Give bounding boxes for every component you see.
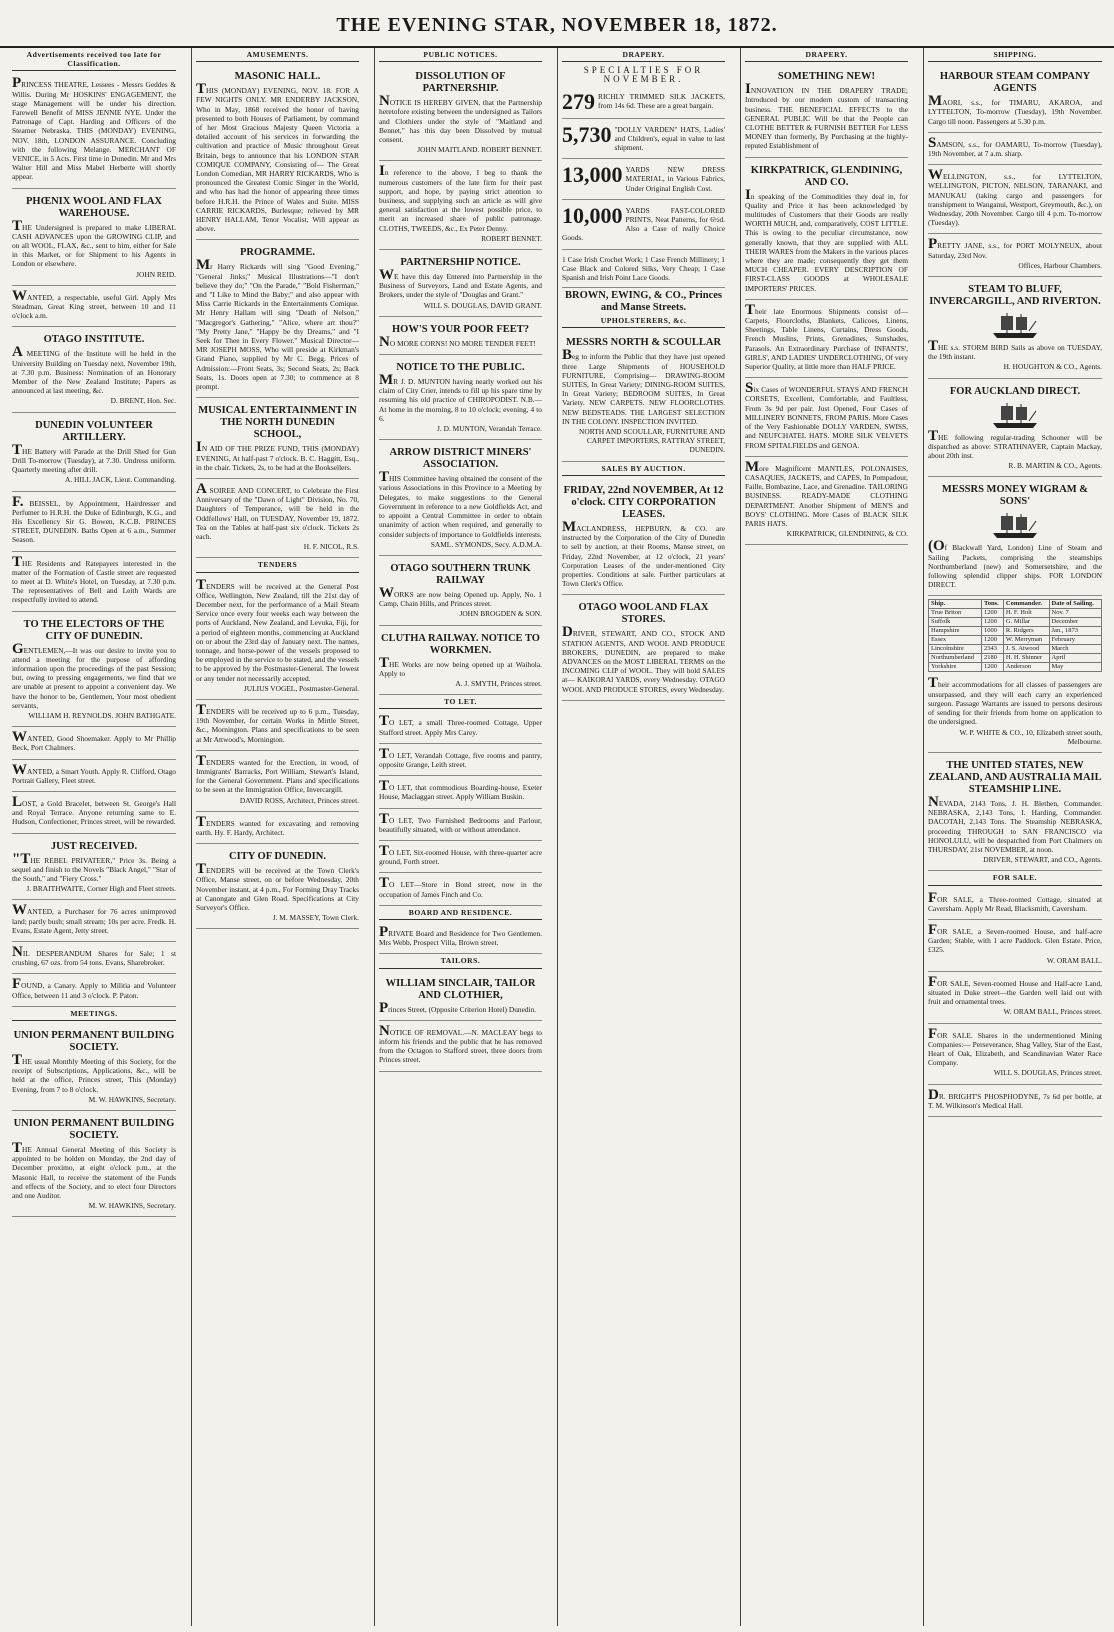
drapery-lot: [562, 121, 725, 160]
auction-ad: [562, 480, 725, 595]
amusements-ad-title: MASONIC HALL.: [234, 71, 321, 83]
tolet-ad-text: TO LET, a small Three-roomed Cottage, Upper Stafford street. Apply Mrs Carey.: [379, 713, 542, 737]
sailing-cell: W. Merryman: [1003, 636, 1049, 645]
notices-ad-signature: SAML. SYMONDS, Secy. A.D.M.A.: [430, 539, 542, 549]
column-5: [740, 48, 912, 1626]
shipping-ad: [928, 479, 1102, 596]
tailors-ad-text: Princes Street, (Opposite Criterion Hotel) Dunedin.: [379, 999, 537, 1016]
col1-ad-signature: J. BRAITHWAITE, Corner High and Fleet streets.: [26, 884, 176, 894]
col1-ad-text: THE Residents and Ratepayers interested in the matter of the Formation of Castle street are requested to meet at D. White's Hotel, on Tuesday, at 7.30 p.m. The representatives of Bell and Leith Wards are respectfully invited to attend.: [12, 553, 176, 605]
sailing-row: [929, 636, 1102, 645]
sailing-cell: G. Millar: [1003, 618, 1049, 627]
amusements-ad-text: A SOIREE AND CONCERT, to Celebrate the First Anniversary of the "Dawn of Light" Division, No. 70, Daughters of Temperance, will be held in the Oddfellows' Hall, on TUESDAY, November 19, 1872. Tea on the Tables at half-past six o'clock. Tickets 2s each.: [196, 480, 359, 541]
col1-ad-text: NIL DESPERANDUM Shares for Sale; 1 st crushing, 67 ozs. from 54 tons. Evans, Sharebroker.: [12, 944, 176, 968]
shipping-ad: [928, 279, 1102, 379]
kirkpatrick-ad-text: Their late Enormous Shipments consist of— Carpets, Floorcloths, Blankets, Calicoes, Linens, Sheetings, Table Linens, Curtains, Dress Goods, French Muslins, Prints, Grenadines, Sunshades, Parasols. An Extraordinary Purchase of INFANTS', GIRLS', AND LADIES' UNDERCLOTHING, Of very Superior Quality, at little more than HALF PRICE.: [745, 301, 908, 372]
notices-ad-text: NO MORE CORNS! NO MORE TENDER FEET!: [379, 333, 536, 350]
kirkpatrick-ad-text: Six Cases of WONDERFUL STAYS AND FRENCH CORSETS, Excellent, Comfortable, and Faultless, From 3s 9d per pair. Just Opened, Four Cases of MILLINERY BONNETS, FROM PARIS. More Cases of the Very Fashionable DOLLY VARDEN, SWISS, and NEUFCHATEL HATS. MORE SILK VELVETS FROM SPITALFIELDS and GENOA.: [745, 380, 908, 450]
sailing-header-row: [929, 600, 1102, 609]
shipping-ad-text: THE following regular-trading Schooner will be dispatched as above: STRATHNAVER, Captain Mackay, about 20th inst.: [928, 427, 1102, 461]
tenders-ad-signature: J. M. MASSEY, Town Clerk.: [272, 913, 359, 923]
notices-ad: [379, 252, 542, 317]
shipping-ad: [928, 236, 1102, 277]
amusements-header: AMUSEMENTS.: [196, 50, 359, 62]
notices-ad-signature: A. J. SMYTH, Princes street.: [455, 678, 542, 688]
kirkpatrick-ad: [745, 302, 908, 378]
shipping-ad-signature: H. HOUGHTON & CO., Agents.: [1003, 362, 1102, 372]
col1-ad-text: PRINCESS THEATRE, Lessees - Messrs Geddes & Willis. During Mr HOSKINS' ENGAGEMENT, the stage Management will be under his direction. Farewell Benefit of MISS JENNIE NYE. Under the Patronage of Capt. Harding and Officers of the Steamer Nebraska. THIS (MONDAY) EVENING, NOV. 18th, LONDON ASSURANCE. Concluding with the following Melange. MERCHANT OF VENICE, in 5 Acts. First time in Dunedin. Mr and Mrs Walter Hill and Miss Mabel Herberte will shortly appear.: [12, 75, 176, 182]
shipping2-ad: [928, 675, 1102, 752]
col1-ad: [12, 762, 176, 792]
notices-ad-signature: J. D. MUNTON, Verandah Terrace.: [437, 424, 542, 434]
tolet-ad: [379, 713, 542, 743]
tailors-ad-title: WILLIAM SINCLAIR, TAILOR AND CLOTHIER,: [385, 977, 536, 1001]
sailing-col-header: Commander.: [1003, 600, 1049, 609]
meetings-ad-signature: M. W. HAWKINS, Secretary.: [88, 1201, 176, 1211]
notices-ad: [379, 66, 542, 161]
notices-ad-signature: JOHN BROGDEN & SON.: [459, 609, 542, 619]
shipping-header: SHIPPING.: [928, 50, 1102, 62]
public-notices-header: PUBLIC NOTICES.: [379, 50, 542, 62]
sale-ad: [928, 1087, 1102, 1117]
shipping2-ad-text: NEVADA, 2143 Tons, J. H. Blethen, Commander. NEBRASKA, 2,143 Tons, I. Harding, Commander. DACOTAH, 2,143 Tons. The Steamship NEBRASKA, proceeding THROUGH to SAN FRANCISCO via HONOLULU, will be despatched from Port Chalmers on THURSDAY, 21st NOVEMBER, at noon.: [928, 793, 1102, 854]
col1-ad-text: "THE REBEL PRIVATEER," Price 3s. Being a sequel and finish to the Novels "Black Angel," "Star of the South," and "Fiery Cross.": [12, 850, 176, 883]
drapery-lot: [562, 88, 725, 119]
sale-ad-text: FOR SALE, a Seven-roomed House, and half-acre Garden; Stable, with 1 acre Paddock. Glen Estate. Price, £325.: [928, 921, 1102, 955]
col1-ad-text: WANTED, Good Shoemaker. Apply to Mr Phillip Beck, Port Chalmers.: [12, 729, 176, 753]
col1-ad-text: A MEETING of the Institute will be held in the University Building on Tuesday next, November 19th, at 7.30 p.m. Business: Nomination of an Honorary Member of the New Zealand Institute; Papers as announced at last meeting, &c.: [12, 344, 176, 396]
column-1: [8, 48, 180, 1626]
sailing-cell: Yorkshire: [929, 663, 982, 672]
col1-ad-text: WANTED, a Purchaser for 76 acres unimproved land; partly bush; small stream; 10s per acre. Fredk. H. Evans, Estate Agent, Jetty street.: [12, 902, 176, 935]
tenders-ad: [196, 702, 359, 751]
sailing-cell: True Briton: [929, 609, 982, 618]
masthead: [0, 0, 1114, 48]
sailing-cell: R. Ridgers: [1003, 627, 1049, 636]
tolet-ad: [379, 843, 542, 873]
sailing-cell: Hampshire: [929, 627, 982, 636]
sale-ad: [928, 890, 1102, 920]
amusements-ad: [196, 481, 359, 558]
tailors-ad: [379, 1023, 542, 1072]
col1-ad-title: JUST RECEIVED.: [50, 840, 138, 852]
sailing-col-header: Tons.: [982, 600, 1004, 609]
sailing-cell: March: [1049, 645, 1102, 654]
col1-ad: [12, 902, 176, 942]
notices-ad-title: OTAGO SOUTHERN TRUNK RAILWAY: [390, 562, 531, 586]
notices-ad: [379, 558, 542, 626]
lot-number: 5,730: [562, 121, 612, 147]
shipping-ad-title: MESSRS MONEY WIGRAM & SONS': [941, 484, 1089, 508]
auction-ad-title: FRIDAY, 22nd NOVEMBER, At 12 o'clock. CITY CORPORATION LEASES.: [563, 484, 724, 520]
tenders-ad-title: CITY OF DUNEDIN.: [229, 851, 326, 863]
notices-ad-title: CLUTHA RAILWAY. NOTICE TO WORKMEN.: [381, 632, 540, 656]
col1-ad: [12, 288, 176, 328]
board-ad: [379, 924, 542, 954]
sailing-cell: 1200: [982, 636, 1004, 645]
sailing-cell: H. F. Holt: [1003, 609, 1049, 618]
tenders-ad-text: TENDERS wanted for the Erection, in wood, of Immigrants' Barracks, Port William, Stewart's Island, for the General Government. Plans and specifications to be seen at the Immigration Office, Invercargill.: [196, 752, 359, 795]
shipping-ad: [928, 381, 1102, 478]
notices-ad-text: MR J. D. MUNTON having nearly worked out his claim of City Crier, intends to fill up his spare time by resuming his old practice of CHIROPODIST. N.B.—At home in the morning, 8 to 10 o'clock; evening, 4 to 6.: [379, 372, 542, 423]
tolet-ad: [379, 875, 542, 905]
to-let-header: TO LET.: [379, 697, 542, 709]
meetings-ad-text: THE usual Monthly Meeting of this Society, for the receipt of Subscriptions, Applications, &c., will be held at the office, Princes street, This (Monday) Evening, from 7 to 8 o'clock.: [12, 1052, 176, 1094]
sailing-cell: 2180: [982, 654, 1004, 663]
shipping-ad-title: STEAM TO BLUFF, INVERCARGILL, AND RIVERTON.: [929, 284, 1101, 308]
kirkpatrick-ad-signature: KIRKPATRICK, GLENDINING, & CO.: [786, 529, 908, 539]
sailing-cell: Lincolnshire: [929, 645, 982, 654]
col1-ad-title: PHŒNIX WOOL AND FLAX WAREHOUSE.: [25, 195, 163, 219]
sailing-cell: H. H. Shinner: [1003, 654, 1049, 663]
tolet-ad: [379, 811, 542, 841]
sailing-cell: 1200: [982, 663, 1004, 672]
col1-ad-text: THE Undersigned is prepared to make LIBERAL CASH ADVANCES upon the GROWING CLIP, and on all WOOL, FLAX, &c., sent to him, either for Sale in this Market, or for Shipment to his Agents in London or elsewhere.: [12, 217, 176, 269]
notices-ad: [379, 442, 542, 556]
upholsterers-header: UPHOLSTERERS, &c.: [562, 316, 725, 328]
sailing-cell: February: [1049, 636, 1102, 645]
kirkpatrick-ad: [745, 380, 908, 456]
sailing-cell: Northumberland: [929, 654, 982, 663]
for-sale-header: FOR SALE.: [928, 873, 1102, 885]
col1-ad: [12, 944, 176, 974]
late-ads-header: Advertisements received too late for Classification.: [12, 50, 176, 71]
ship-icon: [989, 511, 1041, 539]
tolet-ad-text: TO LET—Store in Bond street, now in the occupation of James Finch and Co.: [379, 875, 542, 899]
col1-ad: [12, 494, 176, 552]
tolet-ad: [379, 778, 542, 808]
notices-ad-title: DISSOLUTION OF PARTNERSHIP.: [415, 71, 506, 95]
sailing-row: [929, 618, 1102, 627]
brown-ewing: BROWN, EWING, & CO., Princes and Manse Streets.: [565, 290, 722, 314]
col1-ad: [12, 329, 176, 412]
sailing-cell: May: [1049, 663, 1102, 672]
tenders-ad-text: TENDERS will be received at the Town Clerk's Office, Manse street, on or before Wednesday, 20th November instant, at 4 p.m., For Forming Dray Tracks at Canongate and Glen Road. Specifications at City Surveyor's Office.: [196, 861, 359, 913]
sale-ad-text: FOR SALE, a Three-roomed Cottage, situated at Caversham. Apply Mr Read, Blacksmith, Caversham.: [928, 889, 1102, 913]
tailors-ad-text: NOTICE OF REMOVAL.—N. MACLEAY begs to inform his friends and the public that he has removed from the Octagon to Stafford street, three doors from Princes street.: [379, 1022, 542, 1065]
col1-ad-signature: D. BRENT, Hon. Sec.: [110, 396, 176, 406]
sailing-cell: Anderson: [1003, 663, 1049, 672]
shipping-ad-signature: Offices, Harbour Chambers.: [1018, 260, 1102, 270]
sale-ad-text: FOR SALE. Shares in the undermentioned Mining Companies:— Perseverance, Shag Valley, Star of the East, Heart of Oak, Elizabeth, and Scandinavian Water Race Company.: [928, 1025, 1102, 1068]
meetings-ad: [12, 1025, 176, 1111]
notices-ad-title: NOTICE TO THE PUBLIC.: [396, 362, 525, 374]
shipping-ad-text: SAMSON, s.s., for OAMARU, To-morrow (Tuesday), 19th November, at 7 a.m. sharp.: [928, 134, 1102, 159]
tolet-ad-text: TO LET, that commodious Boarding-house, Exeter House, Maclaggan street. Apply William Buskin.: [379, 778, 542, 802]
sale-ad: [928, 1026, 1102, 1085]
col1-ad-signature: WILLIAM H. REYNOLDS. JOHN BATHGATE.: [28, 710, 176, 720]
sailing-cell: Nov. 7: [1049, 609, 1102, 618]
sale-ad: [928, 922, 1102, 972]
ship-icon: [989, 401, 1041, 429]
shipping-ad-text: (Of Blackwall Yard, London) Line of Steam and Sailing Packets, comprising the steamships Northumberland (new) and Somersetshire, and the following splendid clipper ships. FOR LONDON DIRECT.: [928, 538, 1102, 590]
shipping-ad: [928, 66, 1102, 133]
lot-number: 13,000: [562, 162, 623, 188]
notices-ad-text: WORKS are now being Opened up. Apply, No. 1 Camp, Chain Hills, and Princes street.: [379, 584, 542, 609]
shipping-ad-title: HARBOUR STEAM COMPANY AGENTS: [939, 71, 1091, 95]
sailing-row: [929, 627, 1102, 636]
sailing-cell: 1200: [982, 609, 1004, 618]
sailing-col-header: Date of Sailing.: [1049, 600, 1102, 609]
notices-ad: [379, 163, 542, 250]
amusements-ad-title: MUSICAL ENTERTAINMENT IN THE NORTH DUNEDIN SCHOOL,: [198, 405, 357, 441]
notices-ad: [379, 319, 542, 355]
shipping-ad-signature: R. B. MARTIN & CO., Agents.: [1008, 461, 1102, 471]
sailing-cell: J. S. Atwood: [1003, 645, 1049, 654]
tenders-ad-text: TENDERS will be received at the General Post Office, Wellington, New Zealand, till the 21st day of December next, for the performance of a Mail Steam Service once every four weeks each way between the ports of Auckland, New Zealand, and Levuka, Fiji, for a period of eighteen months, commencing at Auckland on or about the 23rd day of January next. The names, tonnage, and horse-power of the vessels proposed to be employed in the service to be stated, and the vessels to be approved by the Postmaster-General. The lowest or any tender not necessarily accepted.: [196, 576, 359, 683]
kirkpatrick-ad: [745, 66, 908, 157]
meetings-header: MEETINGS.: [12, 1009, 176, 1021]
kirkpatrick-ad: [745, 459, 908, 546]
tenders-ad: [196, 753, 359, 812]
tolet-ad-text: TO LET, Six-roomed House, with three-quarter acre ground, Forth street.: [379, 842, 542, 867]
col1-ad-signature: JOHN REID.: [136, 269, 176, 279]
auction-ad-title: OTAGO WOOL AND FLAX STORES.: [578, 602, 709, 626]
sailing-cell: 1200: [982, 618, 1004, 627]
notices-ad-signature: JOHN MAITLAND. ROBERT BENNET.: [417, 145, 542, 155]
lot-number: 10,000: [562, 202, 623, 228]
tailors-ad: [379, 973, 542, 1021]
sale-ad-text: FOR SALE, Seven-roomed House and Half-acre Land, situated in Duke street—the Garden well laid out with fruit and ornamental trees.: [928, 973, 1102, 1007]
amusements-ad-signature: H. F. NICOL, R.S.: [303, 542, 359, 552]
shipping-ad-title: FOR AUCKLAND DIRECT.: [949, 385, 1081, 397]
col1-ad-title: OTAGO INSTITUTE.: [43, 334, 145, 346]
sale-ad: [928, 974, 1102, 1024]
notices-ad-title: ARROW DISTRICT MINERS' ASSOCIATION.: [389, 447, 532, 471]
tenders-ad-signature: JULIUS VOGEL, Postmaster-General.: [243, 683, 359, 693]
column-6: [923, 48, 1106, 1626]
shipping2-ad-title: THE UNITED STATES, NEW ZEALAND, AND AUSTRALIA MAIL STEAMSHIP LINE.: [928, 759, 1102, 795]
lot-text: "DOLLY VARDEN" HATS, Ladies' and Children's, equal in value to last shipment.: [614, 124, 725, 153]
col1-ad: [12, 415, 176, 492]
col1-ad: [12, 836, 176, 901]
shipping-ad-text: WELLINGTON, s.s., for LYTTELTON, WELLINGTON, PICTON, NELSON, TARANAKI, and MANUKAU (taking cargo and passengers for transhipment to Wanganui, Westport, Greymouth, &c.), on Wednesday, 20th November. Cargo till 4 p.m. To-morrow (Tuesday).: [928, 167, 1102, 228]
sailing-cell: April: [1049, 654, 1102, 663]
shipping2-ad: [928, 755, 1102, 871]
shipping2-ad-text: Their accommodations for all classes of passengers are unsurpassed, and they will each carry an experienced surgeon. Passage Warrants are issued to persons desirous of sending for their friends from home on application to the undersigned.: [928, 675, 1102, 727]
shipping-ad: [928, 167, 1102, 234]
sailing-row: [929, 609, 1102, 618]
tolet-ad: [379, 746, 542, 776]
sailing-col-header: Ship.: [929, 600, 982, 609]
sale-ad-signature: W. ORAM BALL, Princes street.: [1003, 1007, 1102, 1017]
sailing-row: [929, 654, 1102, 663]
tolet-ad-text: TO LET, Two Furnished Bedrooms and Parlour, beautifully situated, with or without attendance.: [379, 810, 542, 834]
col1-ad-text: WANTED, a respectable, useful Girl. Apply Mrs Steadman, Great King street, between 10 and 11 o'clock a.m.: [12, 287, 176, 321]
col1-ad: [12, 794, 176, 834]
cases-list: 1 Case Irish Crochet Work; 1 Case French Millinery; 1 Case Black and Colored Silks, Very Cheap; 1 Case Spanish and Irish Point Lace Goods.: [562, 252, 725, 289]
sailing-cell: 1000: [982, 627, 1004, 636]
shipping2-ad-signature: W. P. WHITE & CO., 10, Elizabeth street south, Melbourne.: [959, 727, 1102, 746]
notices-ad-text: In reference to the above, I beg to thank the numerous customers of the late firm for their past support, and hope, by paying strict attention to business, and supplying such an article as will give general satisfaction at the lowest possible price, to merit an increased share of public patronage. CLOTHS, TWEEDS, &c., Ex Peter Denny.: [379, 163, 542, 233]
notices-ad-text: NOTICE IS HEREBY GIVEN, that the Partnership heretofore existing between the undersigned as Tailors and Clothiers under the style of "Maitland and Bennet," has this day been Dissolved by mutual consent.: [379, 93, 542, 145]
sailing-cell: December: [1049, 618, 1102, 627]
shipping-ad-text: PRETTY JANE, s.s., for PORT MOLYNEUX, about Saturday, 23rd Nov.: [928, 236, 1102, 260]
meetings-ad: [12, 1113, 176, 1217]
sailing-cell: Suffolk: [929, 618, 982, 627]
kirkpatrick-ad-text: In speaking of the Commodities they deal in, for Quality and Price it has been acknowledged by multitudes of Customers that their Goods are really WORTH MUCH, and, comparatively, COST LITTLE. This is owing to the peculiar circumstance, now generally known, that they are supplied with ALL THEIR WARES from the Makers in the various places where they are made; consequently they get them MUCH CHEAPER. EVERY DESCRIPTION OF FIRST-CLASS GOODS at WHOLESALE IMPORTERS' PRICES.: [745, 186, 908, 293]
col1-ad: [12, 976, 176, 1006]
notices-ad-signature: WILL S. DOUGLAS, DAVID GRANT.: [423, 300, 542, 310]
kirkpatrick-ad-title: KIRKPATRICK, GLENDINING, AND CO.: [750, 164, 903, 188]
sale-ad-signature: WILL S. DOUGLAS, Princes street.: [993, 1068, 1102, 1078]
col1-ad-title: TO THE ELECTORS OF THE CITY OF DUNEDIN.: [23, 618, 165, 642]
board-header: BOARD AND RESIDENCE.: [379, 908, 542, 920]
notices-ad-signature: ROBERT BENNET.: [481, 233, 542, 243]
notices-ad: [379, 357, 542, 440]
auction-ad-text: MACLANDRESS, HEPBURN, & CO. are instructed by the Corporation of the City of Dunedin to sell by auction, at their Rooms, Manse street, on Friday, 22nd November, at 12 o'clock, 21 years' Corporation Leases of the under-mentioned City properties. Conditions at sale. Further particulars at Town Clerk's Office.: [562, 518, 725, 589]
tenders-ad-text: TENDERS will be received up to 6 p.m., Tuesday, 19th November, for certain Works in Mirtle Street, &c., Mornington. Plans and specifications to be seen at Mr Attwood's, Mornington.: [196, 701, 359, 744]
specialties-title: SPECIALTIES FOR NOVEMBER.: [583, 65, 704, 85]
notices-ad: [379, 628, 542, 696]
meetings-ad-title: UNION PERMANENT BUILDING SOCIETY.: [13, 1118, 175, 1142]
col1-ad-text: THE Battery will Parade at the Drill Shed for Gun Drill To-morrow (Tuesday), at 7.30. Undress uniform. Quarterly meeting after drill.: [12, 441, 176, 475]
col1-ad-signature: A. HILL JACK, Lieut. Commanding.: [65, 475, 176, 485]
kirkpatrick-ad: [745, 160, 908, 300]
auction-header: SALES BY AUCTION.: [562, 464, 725, 476]
col1-ad: [12, 75, 176, 188]
auction-ad: [562, 597, 725, 700]
upholsterers-ad: [562, 332, 725, 461]
notices-ad-title: PARTNERSHIP NOTICE.: [400, 257, 521, 269]
amusements-ad-title: PROGRAMME.: [240, 247, 315, 259]
drapery-header-2: DRAPERY.: [745, 50, 908, 62]
tailors-header: TAILORS.: [379, 956, 542, 968]
upholsterers-ad-text: Beg to inform the Public that they have just opened three Large Shipments of HOUSEHOLD FURNITURE, Comprising— DRAWING-ROOM SUITES, In Great Variety; DINING-ROOM SUITES, In Great Variety; BEDROOM SUITES, In Great Variety. NEW CARPETS. NEW FLOORCLOTHS. NEW BEDSTEADS. THE LARGEST SELECTION IN THE COLONY. INSPECTION INVITED.: [562, 347, 725, 426]
tolet-ad-text: TO LET, Verandah Cottage, five rooms and pantry, opposite Grange, Leith street.: [379, 745, 542, 769]
meetings-ad-text: THE Annual General Meeting of this Society is appointed to be holden on Monday, the 2nd day of December proximo, at eight o'clock p.m., at the Masonic Hall, to receive the statement of the Funds and effects of the Society, and to elect four Directors and one Auditor.: [12, 1140, 176, 1201]
col1-ad-text: GENTLEMEN,—It was our desire to invite you to attend a meeting for the purpose of affording information upon the proceedings of the past Session; but, owing to pressing engagements, we find that we are unable at present to appoint a convenient day. We have the honor to be, Gentlemen, Your most obedient servants,: [12, 640, 176, 710]
notices-ad-text: WE have this day Entered into Partnership in the Business of Surveyors, Land and Estate Agents, and Brokers, under the style of "Douglas and Grant.": [379, 267, 542, 300]
meetings-ad-signature: M. W. HAWKINS, Secretary.: [88, 1094, 176, 1104]
col1-ad: [12, 729, 176, 759]
sale-ad-text: DR. BRIGHT'S PHOSPHODYNE, 7s 6d per bottle, at T. M. Wilkinson's Medical Hall.: [928, 1086, 1102, 1110]
kirkpatrick-ad-title: SOMETHING NEW!: [777, 71, 876, 83]
lot-number: 279: [562, 88, 595, 114]
shipping2-ad-signature: DRIVER, STEWART, and CO., Agents.: [983, 855, 1102, 865]
column-2: [191, 48, 363, 1626]
kirkpatrick-ad-text: More Magnificent MANTLES, POLONAISES, CASAQUES, JACKETS, and CAPES, In Pompadour, Faille, Bombazine, Lace, and Grenadine. TAILORING BUSINESS. READY-MADE CLOTHING DEPARTMENT. Another Shipment of MEN'S and BOYS' CLOTHING. More Cases of BLACK SILK PARIS HATS.: [745, 458, 908, 528]
sailing-row: [929, 663, 1102, 672]
shipping-ad-text: THE s.s. STORM BIRD Sails as above on TUESDAY, the 19th instant.: [928, 338, 1102, 362]
sailing-cell: 2343: [982, 645, 1004, 654]
col1-ad-text: F. BEISSEL, by Appointment, Hairdresser and Perfumer to H.R.H. the Duke of Edinburgh, K.G., and His Excellency Sir G. Bowen, K.C.B. PRINCES STREET, DUNEDIN. Baths Open at 6 a.m., Summer Season.: [12, 493, 176, 545]
lot-text: RICHLY TRIMMED SILK JACKETS, from 14s 6d. These are a great bargain.: [598, 91, 725, 110]
auction-ad-text: DRIVER, STEWART, AND CO., STOCK AND STATION AGENTS, AND WOOL AND PRODUCE BROKERS, DUNEDIN, are prepared to make ADVANCES on the MOST LIBERAL TERMS on the INCOMING CLIP of WOOL. They will hold SALES at— KAIKORAI YARDS, every Wednesday. OTAGO WOOL AND PRODUCE STORES, every Wednesday.: [562, 624, 725, 694]
amusements-ad: [196, 400, 359, 479]
kirkpatrick-ad-text: INNOVATION IN THE DRAPERY TRADE; Introduced by our modern custom of transacting business. THE BENEFICIAL EFFECTS to the GENERAL PUBLIC Will be that the People can CLOTHE BETTER & FURNISH BETTER For LESS MONEY than formerly, By Purchasing at the highly-reputed Establishment of: [745, 81, 908, 151]
column-4: [557, 48, 729, 1626]
columns: [8, 48, 1106, 1628]
sailing-table: [928, 599, 1102, 672]
masthead-title: THE EVENING STAR, NOVEMBER 18, 1872.: [336, 14, 778, 36]
lot-text: YARDS FAST-COLORED PRINTS, Neat Patterns, for 6½d. Also a Case of really Choice Goods.: [562, 205, 725, 243]
sailing-cell: Jan., 1873: [1049, 627, 1102, 636]
tenders-ad-text: TENDERS wanted for excavating and removing earth. Hy. F. Hardy, Architect.: [196, 813, 359, 837]
column-3: [374, 48, 546, 1626]
ship-icon: [989, 311, 1041, 339]
sale-ad-signature: W. ORAM BALL.: [1046, 955, 1102, 965]
col1-ad: [12, 614, 176, 728]
amusements-ad-text: IN AID OF THE PRIZE FUND, THIS (MONDAY) EVENING, At half-past 7 o'clock. B. C. Haggitt, Esq., in the chair. Tickets, 2s, to be had at the Booksellers.: [196, 439, 359, 472]
col1-ad-text: LOST, a Gold Bracelet, between St. George's Hall and Royal Terrace. Anyone returning same to E. Hudson, Confectioner, Princes street, will be rewarded.: [12, 793, 176, 827]
col1-ad: [12, 554, 176, 612]
sailing-cell: Essex: [929, 636, 982, 645]
col1-ad-text: WANTED, a Smart Youth. Apply R. Clifford, Otago Portrait Gallery, Fleet street.: [12, 761, 176, 785]
col1-ad: [12, 191, 176, 286]
drapery-lot: [562, 202, 725, 250]
upholsterers-ad-title: MESSRS NORTH & SCOULLAR: [565, 337, 722, 349]
meetings-ad-title: UNION PERMANENT BUILDING SOCIETY.: [13, 1030, 175, 1054]
amusements-ad: [196, 242, 359, 398]
lot-text: YARDS NEW DRESS MATERIAL, in Various Fabrics, Under Original English Cost.: [625, 165, 725, 193]
shipping-ad: [928, 135, 1102, 165]
amusements-ad: [196, 66, 359, 240]
amusements-ad-text: THIS (MONDAY) EVENING, NOV. 18. FOR A FEW NIGHTS ONLY. MR ENDERBY JACKSON, Who in May, 1868 received the honor of having presented to both Houses of Parliament, by command of her Most Gracious Majesty Queen Victoria a detailed account of his services in forwarding the cultivation and practice of Music throughout Great Britain, begs to announce that his LONDON STAR COMIQUE COMPANY, Consisting of— The Great London Comedian, MR HARRY RICKARDS, Who is pronounced the Greatest Comic Singer in the World, and who has had the honor of appearing three times before H.R.H. the Prince of Wales and Suite. MISS CARRIE RICKARDS, Burlesque; relieved by MR HENRY HALLAM, Tenor Vocalist, Will appear as above.: [196, 81, 359, 234]
drapery-lot: [562, 161, 725, 200]
notices-ad-title: HOW'S YOUR POOR FEET?: [392, 323, 529, 335]
board-ad-text: PRIVATE Board and Residence for Two Gentlemen. Mrs Webb, Prospect Villa, Brown street.: [379, 923, 542, 948]
col1-ad-title: DUNEDIN VOLUNTEER ARTILLERY.: [35, 419, 153, 443]
col1-ad-text: FOUND, a Canary. Apply to Militia and Volunteer Office, between 11 and 3 o'clock. P. Paton.: [12, 976, 176, 1000]
sailing-row: [929, 645, 1102, 654]
tenders-ad: [196, 814, 359, 844]
tenders-header: TENDERS: [196, 560, 359, 572]
upholsterers-ad-signature: NORTH AND SCOULLAR, FURNITURE AND CARPET IMPORTERS, RATTRAY STREET, DUNEDIN.: [579, 427, 725, 455]
amusements-ad-text: Mr Harry Rickards will sing "Good Evening," "General Jinks;" Musical Illustrations—"I don't believe they do;" "On the Parade," "Bold Fisherman," and "I Like to Mind the Baby;" and also appear with Miss Carrie Rickards in the Entertainments Comique. Mr Henry Hallam will sing "Death of Nelson," "Macgregor's Gathering," "Alice, where art thou?" "My Pretty Jane," "Happy be thy Dreams," and "I Seek for Thee in Every Flower." Musical Director— MR JOSEPH MOSS, Who will preside at Kirkman's Grand Piano, supplied by Mr C. Begg. Prices of Admission:—Front Seats, 3s; Second Seats, 2s; Back Seats, 1s. Doors open at 7.30; to commence at 8 prompt.: [196, 257, 359, 392]
tenders-ad: [196, 577, 359, 700]
notices-ad-text: THE Works are now being opened up at Waihola. Apply to: [379, 654, 542, 678]
shipping-ad-text: MAORI, s.s., for TIMARU, AKAROA, and LYTTELTON, To-morrow (Tuesday), 19th November. Cargo till noon. Passengers at 5.30 p.m.: [928, 93, 1102, 126]
drapery-header: DRAPERY.: [562, 50, 725, 62]
tenders-ad: [196, 846, 359, 929]
notices-ad-text: THIS Committee having obtained the consent of the various Associations in this Province to a Meeting by Delegates, to make suggestions to the General Government in reference to a new Goldfields Act, and to appoint a Central Committee in order to obtain unanimity of action when required, and generally to consider subjects of importance to Goldfields interests.: [379, 469, 542, 539]
tenders-ad-signature: DAVID ROSS, Architect, Princes street.: [239, 795, 359, 805]
